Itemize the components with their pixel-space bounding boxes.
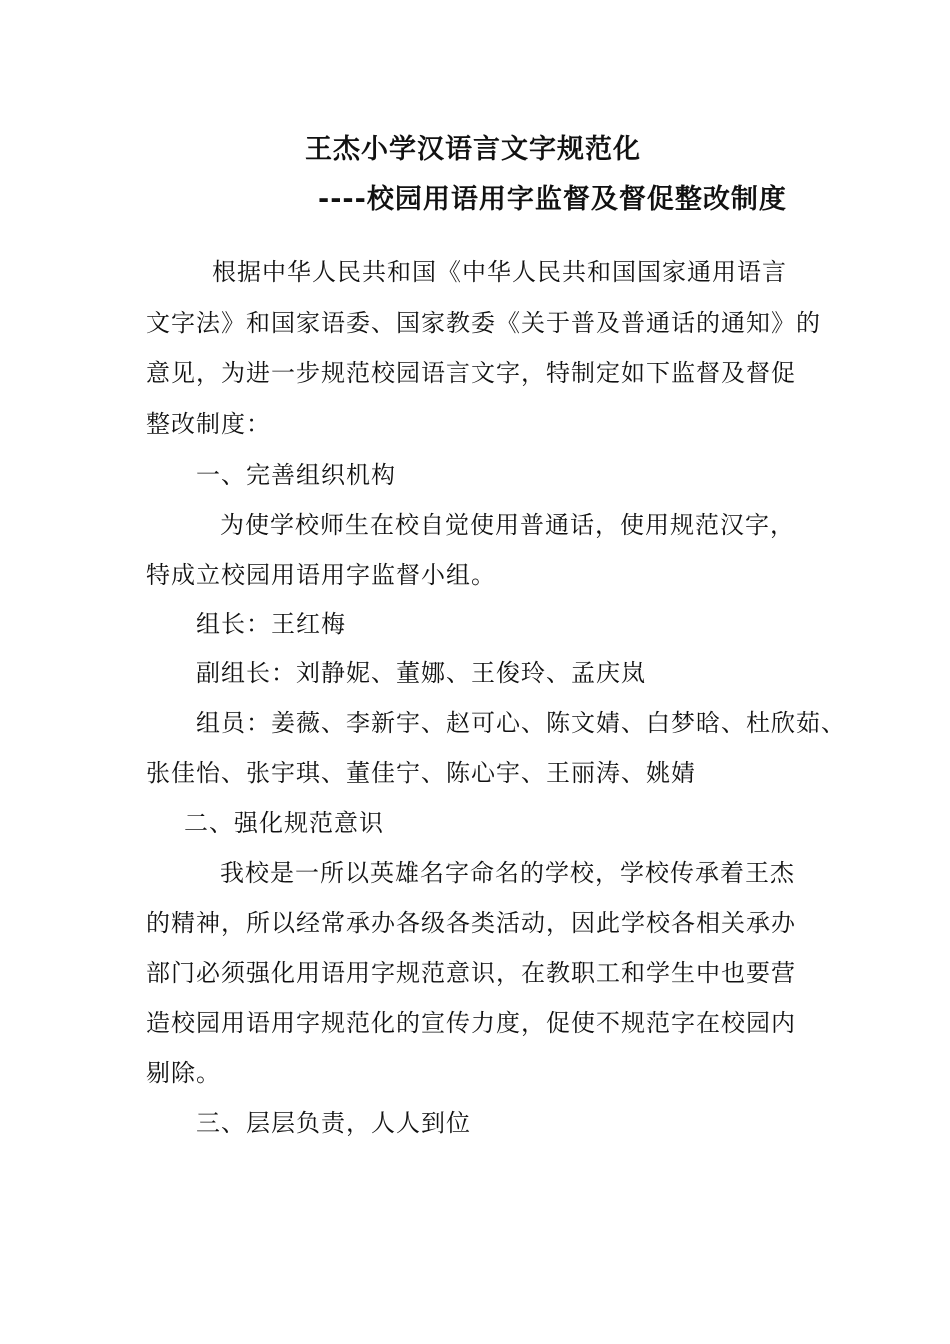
section2-para-line-4: 造校园用语用字规范化的宣传力度，促使不规范字在校园内: [146, 1009, 796, 1037]
document-subtitle: ----校园用语用字监督及督促整改制度: [318, 184, 787, 215]
group-leader: 组长：王红梅: [196, 610, 346, 638]
section2-para-line-5: 剔除。: [146, 1059, 221, 1087]
document-title: 王杰小学汉语言文字规范化: [305, 134, 641, 165]
section1-para-line-1: 为使学校师生在校自觉使用普通话，使用规范汉字，: [220, 511, 795, 539]
intro-line-1: 根据中华人民共和国《中华人民共和国国家通用语言: [212, 258, 787, 286]
section1-para-line-2: 特成立校园用语用字监督小组。: [146, 561, 496, 589]
section-heading-3: 三、层层负责，人人到位: [196, 1109, 471, 1137]
group-members-line-1: 组员：姜薇、李新宇、赵可心、陈文婧、白梦晗、杜欣茹、: [196, 709, 846, 737]
group-deputy-leaders: 副组长：刘静妮、董娜、王俊玲、孟庆岚: [196, 659, 646, 687]
section-heading-1: 一、完善组织机构: [196, 461, 396, 489]
intro-line-3: 意见，为进一步规范校园语言文字，特制定如下监督及督促: [146, 359, 796, 387]
section-heading-2: 二、强化规范意识: [184, 809, 384, 837]
section2-para-line-3: 部门必须强化用语用字规范意识，在教职工和学生中也要营: [146, 959, 796, 987]
section2-para-line-1: 我校是一所以英雄名字命名的学校，学校传承着王杰: [220, 859, 795, 887]
section2-para-line-2: 的精神，所以经常承办各级各类活动，因此学校各相关承办: [146, 909, 796, 937]
intro-line-2: 文字法》和国家语委、国家教委《关于普及普通话的通知》的: [146, 309, 821, 337]
intro-line-4: 整改制度：: [146, 410, 271, 438]
group-members-line-2: 张佳怡、张宇琪、董佳宁、陈心宇、王丽涛、姚婧: [146, 759, 696, 787]
